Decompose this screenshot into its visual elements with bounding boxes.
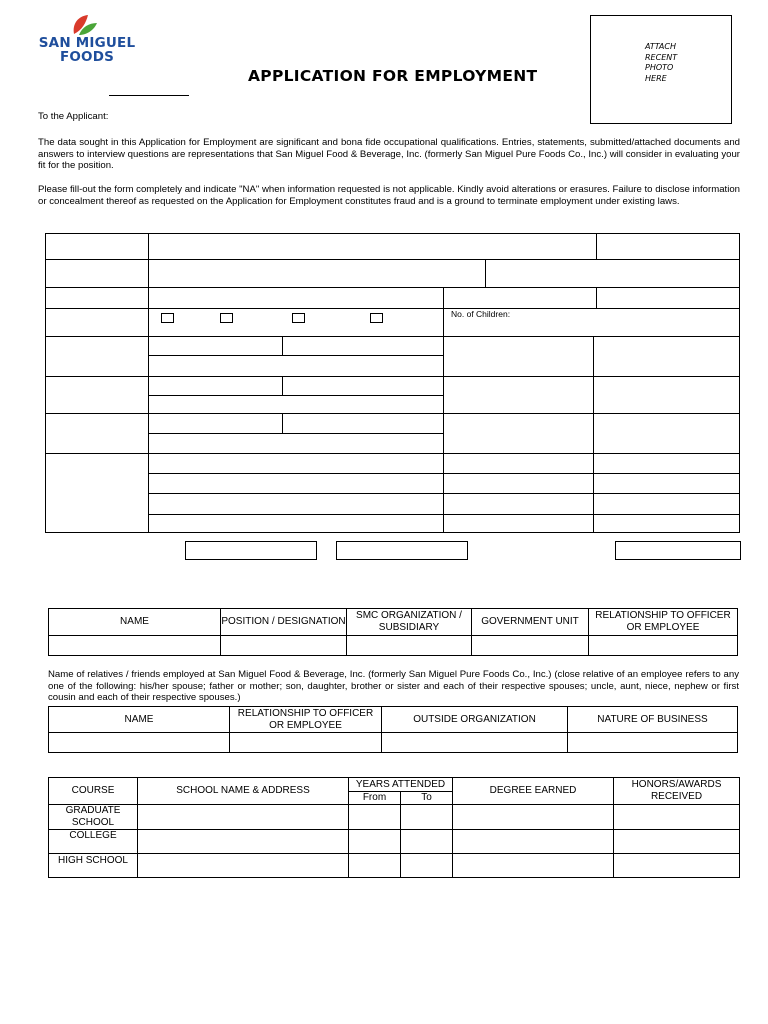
- logo-line-1: SAN MIGUEL: [38, 35, 136, 51]
- table-cell[interactable]: [453, 805, 614, 830]
- table-cell[interactable]: [401, 854, 453, 878]
- table-cell[interactable]: [614, 830, 740, 854]
- table-cell[interactable]: [382, 733, 568, 753]
- col-header-years-attended: YEARS ATTENDED: [349, 778, 453, 792]
- col-header-relationship: RELATIONSHIP TO OFFICER OR EMPLOYEE: [589, 609, 738, 636]
- title-underline-left: [109, 95, 189, 96]
- table-cell[interactable]: [453, 830, 614, 854]
- field-box-3[interactable]: [615, 541, 741, 560]
- col-header-from: From: [349, 792, 401, 805]
- table-cell[interactable]: [49, 636, 221, 656]
- page-title: APPLICATION FOR EMPLOYMENT: [248, 67, 538, 85]
- table-cell[interactable]: [401, 830, 453, 854]
- table-cell[interactable]: [138, 854, 349, 878]
- table-cell[interactable]: [401, 805, 453, 830]
- civil-status-checkbox-4[interactable]: [370, 313, 383, 323]
- field-box-2[interactable]: [336, 541, 468, 560]
- row-label-college: COLLEGE: [49, 830, 138, 854]
- table-cell[interactable]: [349, 854, 401, 878]
- photo-line-2: RECENT: [645, 52, 678, 62]
- col-header-relationship: RELATIONSHIP TO OFFICER OR EMPLOYEE: [230, 707, 382, 733]
- table-cell[interactable]: [614, 854, 740, 878]
- col-header-name: NAME: [49, 707, 230, 733]
- leaf-icon: [70, 14, 100, 36]
- intro-paragraph-1: The data sought in this Application for Employment are significant and bona fide occupational qualifications. Entries, statements, submitted/attached documents and answers to interview questions are representations that San Miguel Food & Beverage, Inc. (formerly San Miguel Pure Foods Co., Inc.) will consider in evaluating your fit for the position.: [38, 137, 740, 172]
- table-cell[interactable]: [138, 830, 349, 854]
- col-header-government-unit: GOVERNMENT UNIT: [472, 609, 589, 636]
- col-header-honors: HONORS/AWARDS RECEIVED: [614, 778, 740, 805]
- logo-line-2: FOODS: [59, 49, 115, 65]
- table-cell[interactable]: [614, 805, 740, 830]
- col-header-course: COURSE: [49, 778, 138, 805]
- children-label: No. of Children:: [451, 309, 511, 319]
- photo-line-3: PHOTO: [645, 63, 674, 72]
- company-logo: [36, 14, 138, 65]
- civil-status-checkbox-1[interactable]: [161, 313, 174, 323]
- table-cell[interactable]: [49, 733, 230, 753]
- table-cell[interactable]: [138, 805, 349, 830]
- row-label-high-school: HIGH SCHOOL: [49, 854, 138, 878]
- photo-line-1: ATTACH: [645, 42, 677, 51]
- table-cell[interactable]: [349, 805, 401, 830]
- officers-table: [48, 608, 738, 656]
- education-table: [48, 777, 740, 878]
- table-cell[interactable]: [349, 830, 401, 854]
- photo-line-4: HERE: [645, 73, 667, 83]
- intro-paragraph-2: Please fill-out the form completely and indicate "NA" when information requested is not applicable. Kindly avoid alterations or erasures. Failure to disclose information or concealment thereof as requested on the Application for Employment constitutes fraud and is a ground to terminate employment under existing laws.: [38, 184, 740, 207]
- table-cell[interactable]: [453, 854, 614, 878]
- col-header-degree: DEGREE EARNED: [453, 778, 614, 805]
- civil-status-checkbox-2[interactable]: [220, 313, 233, 323]
- relatives-note: Name of relatives / friends employed at San Miguel Food & Beverage, Inc. (formerly San Miguel Pure Foods Co., Inc.) (close relative of an employee refers to any one of the following: his/her spouse; father or mother; son, daughter, brother or sister and each of their respective spouses; uncle, aunt, niece, nephew or first cousin and each of their respective spouses.): [48, 669, 739, 704]
- relatives-table: [48, 706, 738, 753]
- col-header-position: POSITION / DESIGNATION: [221, 609, 347, 636]
- field-box-1[interactable]: [185, 541, 317, 560]
- salutation: To the Applicant:: [38, 111, 109, 122]
- row-label-graduate-school: GRADUATE SCHOOL: [49, 805, 138, 830]
- col-header-school: SCHOOL NAME & ADDRESS: [138, 778, 349, 805]
- table-cell[interactable]: [589, 636, 738, 656]
- table-cell[interactable]: [472, 636, 589, 656]
- table-cell[interactable]: [230, 733, 382, 753]
- col-header-outside-organization: OUTSIDE ORGANIZATION: [382, 707, 568, 733]
- table-cell[interactable]: [568, 733, 738, 753]
- table-cell[interactable]: [347, 636, 472, 656]
- personal-info-grid: [45, 233, 740, 533]
- table-cell[interactable]: [221, 636, 347, 656]
- col-header-to: To: [401, 792, 453, 805]
- photo-box[interactable]: [590, 15, 732, 124]
- civil-status-checkbox-3[interactable]: [292, 313, 305, 323]
- col-header-name: NAME: [49, 609, 221, 636]
- col-header-smc-organization: SMC ORGANIZATION / SUBSIDIARY: [347, 609, 472, 636]
- col-header-nature-of-business: NATURE OF BUSINESS: [568, 707, 738, 733]
